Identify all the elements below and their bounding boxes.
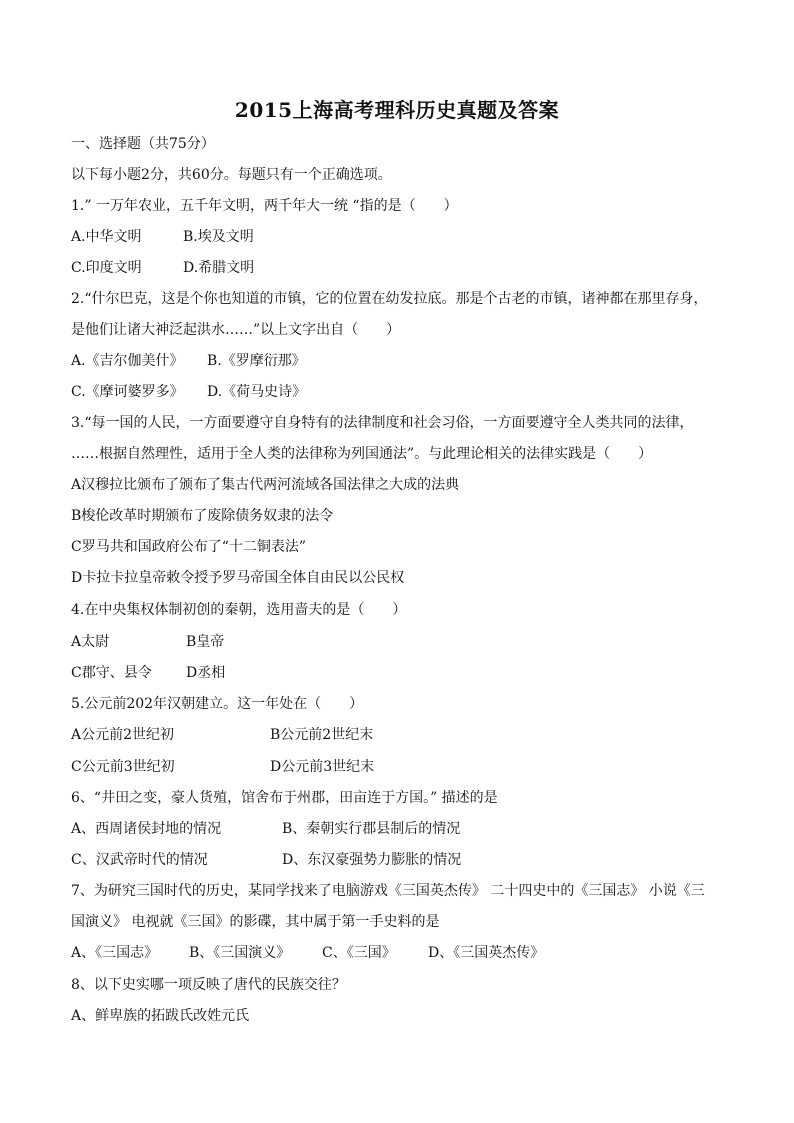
question-2-stem-line-2: 是他们让诸大神泛起洪水……”以上文字出自（ ） bbox=[71, 322, 401, 338]
question-8-stem: 8、以下史实哪一项反映了唐代的民族交往？ bbox=[71, 977, 346, 993]
question-4-option-b: B皇帝 bbox=[186, 634, 225, 650]
question-6-option-d: D、东汉豪强势力膨胀的情况 bbox=[282, 852, 462, 868]
question-3-option-a: A汉穆拉比颁布了颁布了集古代两河流域各国法律之大成的法典 bbox=[71, 477, 460, 493]
question-7-option-c: C、《三国》 bbox=[322, 945, 396, 961]
question-2-option-b: B.《罗摩衍那》 bbox=[207, 353, 306, 369]
question-2-option-c: C.《摩诃婆罗多》 bbox=[71, 384, 184, 400]
question-5-option-d: D公元前3世纪末 bbox=[270, 759, 375, 775]
question-6-option-c: C、汉武帝时代的情况 bbox=[71, 852, 208, 868]
question-3-stem-line-1: 3.“每一国的人民，一方面要遵守自身特有的法律制度和社会习俗，一方面要遵守全人类共同的法律， bbox=[71, 415, 694, 431]
question-2-stem-line-1: 2.“什尔巴克，这是个你也知道的市镇，它的位置在幼发拉底。那是个古老的市镇，诸神都在那里存身， bbox=[71, 291, 708, 307]
question-3-option-b: B梭伦改革时期颁布了废除债务奴隶的法令 bbox=[71, 508, 334, 524]
question-7-option-b: B、《三国演义》 bbox=[189, 945, 291, 961]
question-8-option-a: A、鲜卑族的拓跋氏改姓元氏 bbox=[71, 1008, 250, 1024]
question-2-option-a: A.《吉尔伽美什》 bbox=[71, 353, 184, 369]
question-5-option-b: B公元前2世纪末 bbox=[270, 727, 374, 743]
page-title: 2015上海高考理科历史真题及答案 bbox=[234, 98, 560, 122]
section-heading: 一、选择题（共75分） bbox=[71, 136, 215, 152]
instructions: 以下每小题2分，共60分。每题只有一个正确选项。 bbox=[71, 167, 392, 183]
question-4-stem: 4.在中央集权体制初创的秦朝，选用啬夫的是（ ） bbox=[71, 602, 407, 618]
question-7-stem-line-1: 7、为研究三国时代的历史，某同学找来了电脑游戏《三国英杰传》 二十四史中的《三国志》 小说《三 bbox=[71, 883, 705, 899]
question-3-option-c: C罗马共和国政府公布了“十二铜表法” bbox=[71, 539, 307, 555]
question-3-stem-line-2: ……根据自然理性，适用于全人类的法律称为列国通法”。与此理论相关的法律实践是（ ） bbox=[71, 446, 653, 462]
question-1-option-c: C.印度文明 bbox=[71, 260, 142, 276]
question-7-stem-line-2: 国演义》 电视就《三国》的影碟，其中属于第一手史料的是 bbox=[71, 914, 440, 930]
question-5-option-a: A公元前2世纪初 bbox=[71, 727, 175, 743]
question-3-option-d: D卡拉卡拉皇帝敕令授予罗马帝国全体自由民以公民权 bbox=[71, 570, 405, 586]
question-4-option-a: A太尉 bbox=[71, 634, 110, 650]
question-1-stem: 1.” 一万年农业，五千年文明，两千年大一统 “指的是（ ） bbox=[71, 198, 458, 214]
question-4-option-d: D丞相 bbox=[186, 665, 226, 681]
question-7-option-a: A、《三国志》 bbox=[71, 945, 159, 961]
question-6-stem: 6、“井田之变，豪人货殖，馆舍布于州郡，田亩连于方国。” 描述的是 bbox=[71, 790, 498, 806]
question-4-option-c: C郡守、县令 bbox=[71, 665, 152, 681]
question-7-option-d: D、《三国英杰传》 bbox=[428, 945, 545, 961]
question-2-option-d: D.《荷马史诗》 bbox=[207, 384, 307, 400]
question-1-option-d: D.希腊文明 bbox=[183, 260, 255, 276]
question-5-stem: 5.公元前202年汉朝建立。这一年处在（ ） bbox=[71, 696, 364, 712]
question-6-option-a: A、西周诸侯封地的情况 bbox=[71, 821, 222, 837]
question-6-option-b: B、秦朝实行郡县制后的情况 bbox=[282, 821, 461, 837]
question-5-option-c: C公元前3世纪初 bbox=[71, 759, 175, 775]
question-1-option-a: A.中华文明 bbox=[71, 229, 142, 245]
question-1-option-b: B.埃及文明 bbox=[183, 229, 254, 245]
